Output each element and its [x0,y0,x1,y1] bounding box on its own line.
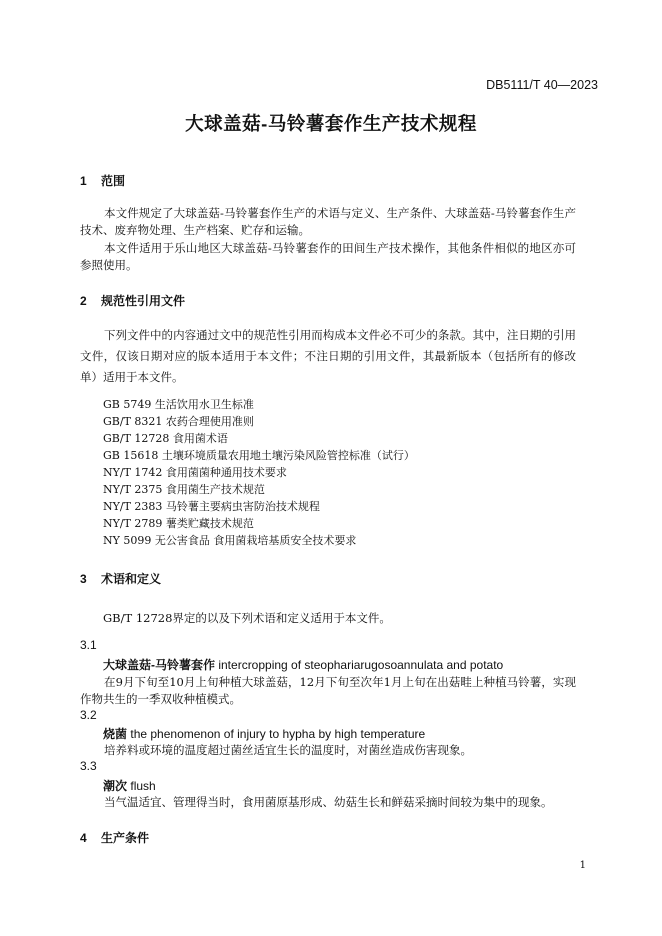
term-chinese: 潮次 [103,779,128,793]
section-1-title: 范围 [101,174,126,188]
section-1-number: 1 [80,174,87,188]
section-1-paragraph-2: 本文件适用于乐山地区大球盖菇-马铃薯套作的田间生产技术操作，其他条件相似的地区亦可参照使用。 [80,241,576,272]
reference-item: GB/T 8321 农药合理使用准则 [103,415,254,428]
document-number: DB5111/T 40—2023 [486,78,598,92]
term-chinese: 烧菌 [103,727,128,741]
document-title: 大球盖菇-马铃薯套作生产技术规程 [185,113,477,134]
section-4-number: 4 [80,831,87,845]
section-1-heading [80,172,125,189]
reference-item: NY/T 2789 薯类贮藏技术规范 [103,517,254,530]
term-number: 3.3 [80,759,97,773]
term-chinese: 大球盖菇-马铃薯套作 [103,658,215,672]
section-3-number: 3 [80,572,87,586]
reference-item: NY 5099 无公害食品 食用菌栽培基质安全技术要求 [103,534,357,547]
reference-item: NY/T 1742 食用菌菌种通用技术要求 [103,466,287,479]
reference-item: NY/T 2375 食用菌生产技术规范 [103,483,265,496]
term-definition: 在9月下旬至10月上旬种植大球盖菇，12月下旬至次年1月上旬在出菇畦上种植马铃薯，实现作物共生的一季双收种植模式。 [80,675,576,706]
reference-item: GB/T 12728 食用菌术语 [103,432,228,445]
term-english: the phenomenon of injury to hypha by high temperature [130,727,426,741]
term-english: flush [130,779,156,793]
section-2-title: 规范性引用文件 [101,294,186,308]
term-number: 3.2 [80,708,97,722]
term-english: intercropping of steophariarugosoannulata and potato [218,658,504,672]
section-4-heading [80,829,149,846]
term-title [103,656,503,673]
term-definition: 培养料或环境的温度超过菌丝适宜生长的温度时，对菌丝造成伤害现象。 [104,743,472,757]
reference-item: GB 15618 土壤环境质量农用地土壤污染风险管控标准（试行） [103,449,415,462]
section-3-intro: GB/T 12728界定的以及下列术语和定义适用于本文件。 [103,611,391,625]
section-2-heading [80,292,185,309]
page-number: 1 [579,860,586,871]
term-title [103,777,156,794]
section-4-title: 生产条件 [101,831,150,845]
section-2-number: 2 [80,294,87,308]
section-1-paragraph-1: 本文件规定了大球盖菇-马铃薯套作生产的术语与定义、生产条件、大球盖菇-马铃薯套作生产技术、废弃物处理、生产档案、贮存和运输。 [80,206,576,237]
term-title [103,725,425,742]
reference-item: NY/T 2383 马铃薯主要病虫害防治技术规程 [103,500,320,513]
reference-item: GB 5749 生活饮用水卫生标准 [103,398,254,411]
section-3-heading [80,570,161,587]
term-number: 3.1 [80,638,97,652]
term-definition: 当气温适宜、管理得当时，食用菌原基形成、幼菇生长和鲜菇采摘时间较为集中的现象。 [104,795,553,809]
section-3-title: 术语和定义 [101,572,162,586]
section-2-paragraph: 下列文件中的内容通过文中的规范性引用而构成本文件必不可少的条款。其中，注日期的引用文件，仅该日期对应的版本适用于本文件；不注日期的引用文件，其最新版本（包括所有的修改单）适用于本文件。 [80,328,576,384]
